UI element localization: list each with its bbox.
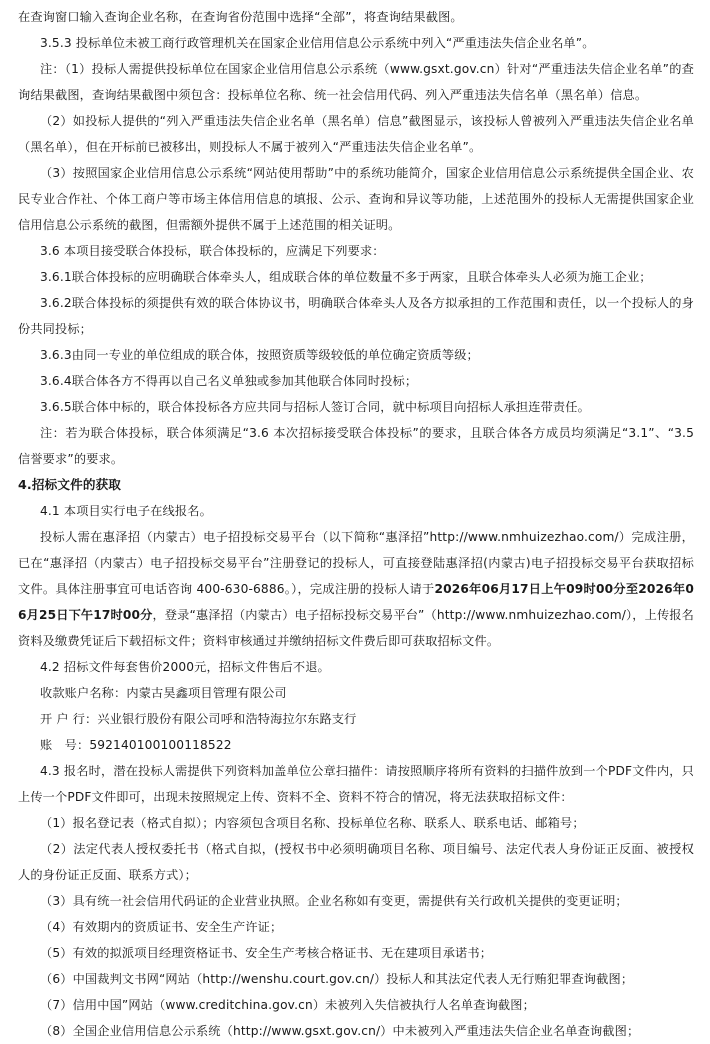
register-text-part2: ，登录“惠泽招（内蒙古）电子招标投标交易平台”（http://www.nmhuizezhao.com/），上传报名资料及缴费凭证后下载招标文件；资料审核通过并缴纳招标文件费后即可获取招标文件。 [18, 608, 694, 648]
item-3: （3）具有统一社会信用代码证的企业营业执照。企业名称如有变更，需提供有关行政机关提供的变更证明； [40, 894, 628, 908]
para-3-6-1: 3.6.1联合体投标的应明确联合体牵头人，组成联合体的单位数量不多于两家，且联合体牵头人必须为施工企业； [40, 270, 652, 284]
para-register [18, 524, 694, 654]
section-4-heading: 4.招标文件的获取 [18, 477, 122, 492]
item-6: （6）中国裁判文书网“网站（http://wenshu.court.gov.cn/）投标人和其法定代表人无行贿犯罪查询截图； [40, 972, 634, 986]
para-4-2: 4.2 招标文件每套售价2000元，招标文件售后不退。 [40, 660, 330, 674]
para-note-2: （2）如投标人提供的“列入严重违法失信企业名单（黑名单）信息”截图显示，该投标人曾被列入严重违法失信企业名单（黑名单），但在开标前已被移出，则投标人不属于被列入“严重违法失信企业名单”。 [18, 114, 694, 154]
para-3-6-5: 3.6.5联合体中标的，联合体投标各方应共同与招标人签订合同，就中标项目向招标人承担连带责任。 [40, 400, 590, 414]
para-3-6-4: 3.6.4联合体各方不得再以自己名义单独或参加其他联合体同时投标； [40, 374, 418, 388]
para-3-5-3: 3.5.3 投标单位未被工商行政管理机关在国家企业信用信息公示系统中列入“严重违法失信企业名单”。 [40, 36, 595, 50]
bank-name: 开 户 行：兴业银行股份有限公司呼和浩特海拉尔东路支行 [40, 712, 357, 726]
item-2: （2）法定代表人授权委托书（格式自拟，(授权书中必须明确项目名称、项目编号、法定代表人身份证正反面、被授权人的身份证正反面、联系方式）； [18, 842, 694, 882]
required-materials-list [18, 810, 694, 1044]
para-4-3: 4.3 报名时，潜在投标人需提供下列资料加盖单位公章扫描件：请按照顺序将所有资料的扫描件放到一个PDF文件内，只上传一个PDF文件即可，出现未按照规定上传、资料不全、资料不符合的情况，将无法获取招标文件： [18, 764, 694, 804]
item-7: （7）信用中国”网站（www.creditchina.gov.cn）未被列入失信被执行人名单查询截图； [40, 998, 535, 1012]
para-note-1: 注：（1）投标人需提供投标单位在国家企业信用信息公示系统（www.gsxt.gov.cn）针对“严重违法失信企业名单”的查询结果截图，查询结果截图中须包含：投标单位名称、统一社会信用代码、列入严重违法失信名单（黑名单）信息。 [18, 62, 694, 102]
para-note-3: （3）按照国家企业信用信息公示系统“网站使用帮助”中的系统功能简介，国家企业信用信息公示系统提供全国企业、农民专业合作社、个体工商户等市场主体信用信息的填报、公示、查询和异议等功能，上述范围外的投标人无需提供国家企业信用信息公示系统的截图，但需额外提供不属于上述范围的相关证明。 [18, 166, 694, 232]
para-query-window: 在查询窗口输入查询企业名称，在查询省份范围中选择“全部”，将查询结果截图。 [18, 10, 463, 24]
item-1: （1）报名登记表（格式自拟）；内容须包含项目名称、投标单位名称、联系人、联系电话、邮箱号； [40, 816, 585, 830]
para-4-1: 4.1 本项目实行电子在线报名。 [40, 504, 212, 518]
document-body [18, 4, 694, 1044]
item-4: （4）有效期内的资质证书、安全生产许证； [40, 920, 283, 934]
account-number: 账 号：592140100100118522 [40, 738, 232, 752]
para-note-consortium: 注：若为联合体投标，联合体须满足“3.6 本次招标接受联合体投标”的要求，且联合体各方成员均须满足“3.1”、“3.5 信誉要求”的要求。 [18, 426, 694, 466]
item-8: （8）全国企业信用信息公示系统（http://www.gsxt.gov.cn/）中未被列入严重违法失信企业名单查询截图； [40, 1024, 640, 1038]
para-3-6: 3.6 本项目接受联合体投标，联合体投标的，应满足下列要求： [40, 244, 385, 258]
para-3-6-2: 3.6.2联合体投标的须提供有效的联合体协议书，明确联合体牵头人及各方拟承担的工作范围和责任，以一个投标人的身份共同投标； [18, 296, 694, 336]
para-3-6-3: 3.6.3由同一专业的单位组成的联合体，按照资质等级较低的单位确定资质等级； [40, 348, 479, 362]
register-period: 2026年06月17日上午09时00分至2026年06月25日下午17时00分 [18, 582, 694, 622]
register-text-part1: 投标人需在惠泽招（内蒙古）电子招投标交易平台（以下简称“惠泽招”http://www.nmhuizezhao.com/）完成注册，已在“惠泽招（内蒙古）电子招投标交易平台”注册登记的投标人，可直接登陆惠泽招(内蒙古)电子招投标交易平台获取招标文件。具体注册事宜可电话咨询 400-630-6886。），完成注册的投标人请于 [18, 530, 694, 596]
section-3-paragraphs [18, 4, 694, 472]
payee-name: 收款账户名称：内蒙古昊鑫项目管理有限公司 [40, 686, 287, 700]
item-5: （5）有效的拟派项目经理资格证书、安全生产考核合格证书、无在建项目承诺书； [40, 946, 493, 960]
